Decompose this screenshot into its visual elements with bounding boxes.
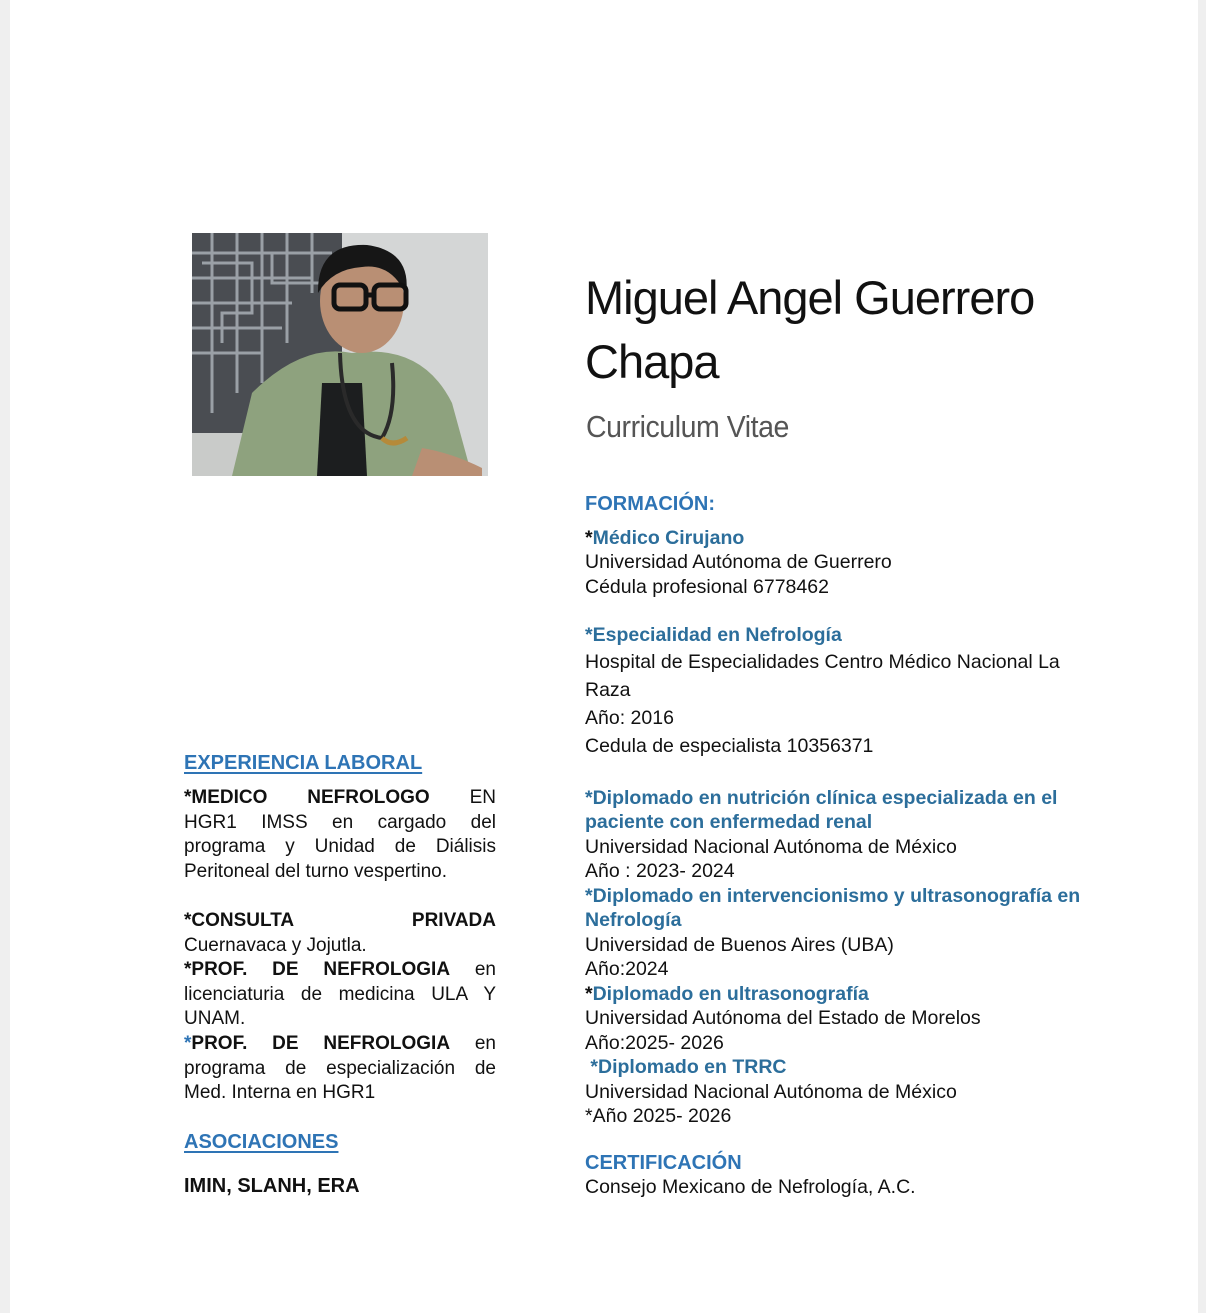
education-entry — [585, 1055, 1145, 1129]
experience-item-2-title-a: *CONSULTA — [184, 910, 295, 931]
experience-item-3-title: *PROF. DE NEFROLOGIA — [184, 959, 451, 980]
education-entry-title: Diplomado en ultrasonografía — [592, 982, 869, 1005]
experience-item-4-line: programa de especialización de — [184, 1057, 496, 1079]
education-entry-title: *Diplomado en nutrición clínica especializada en el — [585, 786, 1058, 809]
experience-item-3-line: UNAM. — [184, 1008, 246, 1029]
education-entry-line: Año: 2016 — [585, 706, 674, 729]
experience-item-1-line: HGR1 IMSS en cargado del — [184, 811, 496, 833]
name-line-2: Chapa — [585, 335, 719, 388]
education-entry-line: Universidad Nacional Autónoma de México — [585, 1080, 957, 1103]
candidate-name — [585, 266, 1145, 394]
profile-photo — [192, 233, 488, 476]
document-subtitle: Curriculum Vitae — [586, 409, 789, 444]
education-entry-line: Año:2024 — [585, 958, 669, 980]
experience-item-1 — [184, 786, 496, 884]
experience-item-2-title-b: PRIVADA — [411, 910, 496, 931]
experience-item-1-line: Peritoneal del turno vespertino. — [184, 860, 447, 882]
associations-text: IMIN, SLANH, ERA — [184, 1175, 360, 1197]
education-entry-line: *Año 2025- 2026 — [585, 1105, 732, 1127]
education-entry-title: *Diplomado en intervencionismo y ultrasonografía en — [585, 884, 1081, 907]
education-entry-line: Universidad Autónoma del Estado de Morelos — [585, 1007, 981, 1029]
education-entry-title: *Especialidad en Nefrología — [585, 624, 842, 646]
education-entry-title: Médico Cirujano — [592, 526, 745, 549]
experience-item-1-title: *MEDICO NEFROLOGO — [184, 787, 430, 808]
education-entry-line: Año:2025- 2026 — [585, 1031, 724, 1054]
education-entry-star: * — [585, 982, 593, 1005]
education-entry-line: Cedula de especialista 10356371 — [585, 734, 874, 757]
experience-item-4-text: en — [450, 1033, 496, 1054]
certification-heading: CERTIFICACIÓN — [585, 1151, 742, 1174]
education-entry-line: Raza — [585, 678, 631, 701]
experience-item-3 — [184, 958, 496, 1032]
education-entry-line: Año : 2023- 2024 — [585, 860, 735, 882]
education-entry-line: Universidad Nacional Autónoma de México — [585, 835, 957, 858]
education-entry-title: *Diplomado en TRRC — [585, 1056, 787, 1078]
certification-section — [585, 1151, 1145, 1200]
name-line-1: Miguel Angel Guerrero — [585, 271, 1035, 324]
certification-text: Consejo Mexicano de Nefrología, A.C. — [585, 1176, 916, 1198]
experience-item-3-line: licenciaturia de medicina ULA Y — [184, 983, 496, 1005]
experience-item-3-text: en — [450, 959, 496, 980]
education-section — [585, 492, 1145, 1200]
education-entry — [585, 786, 1145, 884]
experience-item-4-title: PROF. DE NEFROLOGIA — [191, 1033, 451, 1054]
education-entry-star: * — [585, 526, 593, 549]
education-entry — [585, 884, 1145, 982]
education-heading: FORMACIÓN: — [585, 493, 715, 515]
experience-heading: EXPERIENCIA LABORAL — [184, 752, 423, 774]
experience-item-2 — [184, 909, 496, 958]
education-entry-title: Nefrología — [585, 909, 682, 931]
education-entry — [585, 982, 1145, 1056]
education-entry-line: Cédula profesional 6778462 — [585, 575, 829, 598]
education-entry-line: Universidad de Buenos Aires (UBA) — [585, 933, 894, 956]
education-entry-line: Hospital de Especialidades Centro Médico Nacional La — [585, 650, 1060, 673]
education-entry-title: paciente con enfermedad renal — [585, 811, 873, 833]
experience-item-4-line: Med. Interna en HGR1 — [184, 1082, 376, 1103]
experience-item-4 — [184, 1032, 496, 1106]
experience-item-1-text: EN — [429, 787, 496, 808]
experience-item-1-line: programa y Unidad de Diálisis — [184, 836, 496, 857]
education-entry — [585, 623, 1145, 760]
experience-item-2-line: Cuernavaca y Jojutla. — [184, 934, 367, 956]
education-entry — [585, 526, 1145, 600]
experience-item-4-star: * — [184, 1033, 192, 1054]
education-entry-line: Universidad Autónoma de Guerrero — [585, 551, 892, 573]
associations-heading: ASOCIACIONES — [184, 1131, 339, 1153]
cv-page — [10, 0, 1198, 1313]
